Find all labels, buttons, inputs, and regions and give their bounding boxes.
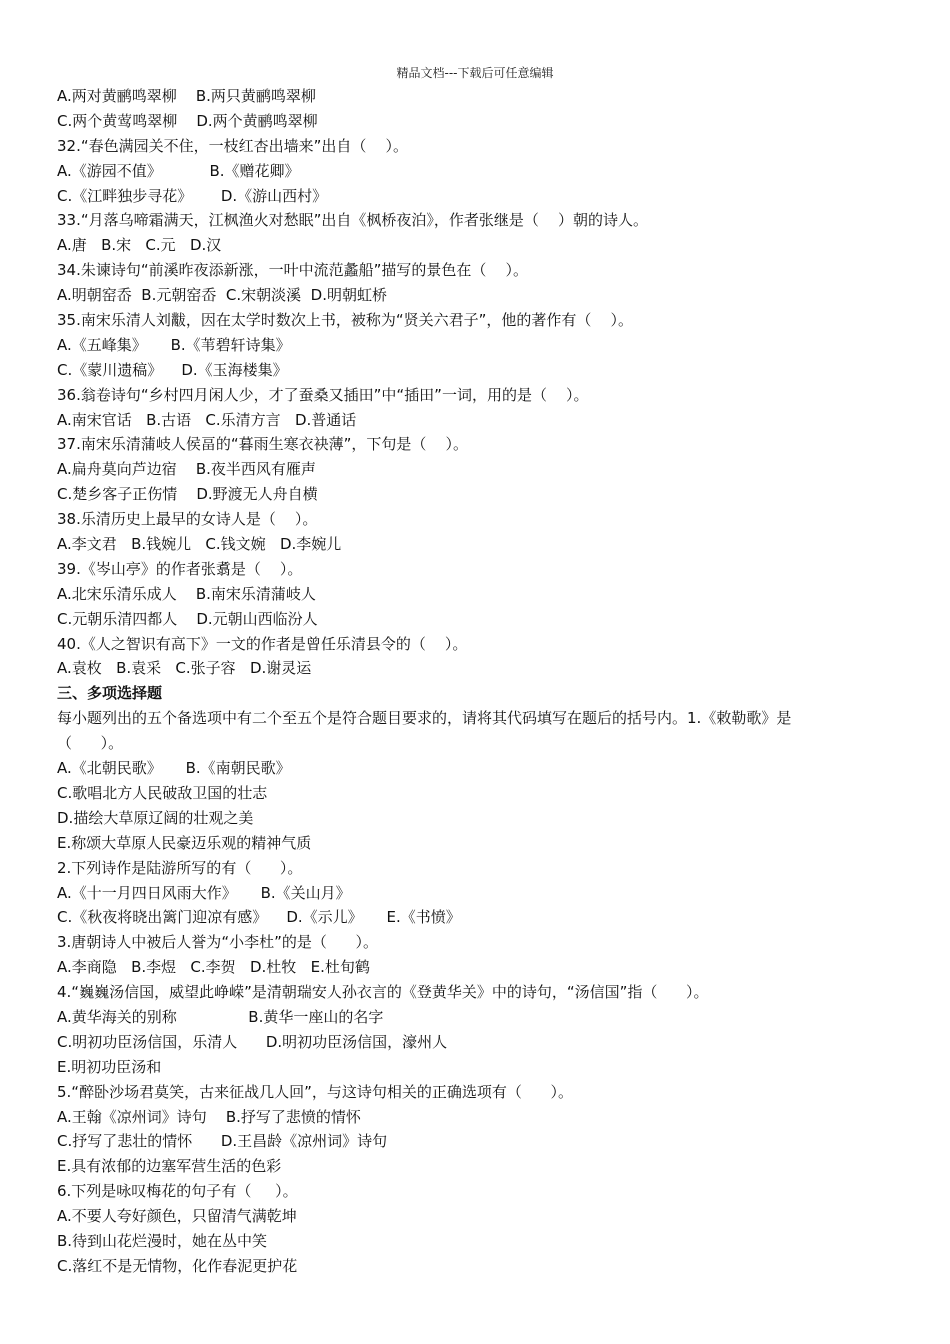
text-line: A.唐 B.宋 C.元 D.汉	[57, 236, 222, 255]
text-line: 5.“醉卧沙场君莫笑，古来征战几人回”，与这诗句相关的正确选项有（ ）。	[57, 1082, 573, 1101]
text-line: 38.乐清历史上最早的女诗人是（ ）。	[57, 510, 318, 529]
text-line: 39.《岑山亭》的作者张翥是（ ）。	[57, 559, 303, 578]
text-line: 32.“春色满园关不住，一枝红杏出墙来”出自（ ）。	[57, 136, 408, 155]
text-line: A.李商隐 B.李煜 C.李贺 D.杜牧 E.杜旬鹤	[57, 958, 370, 977]
text-line: A.北宋乐清乐成人 B.南宋乐清蒲岐人	[57, 584, 316, 603]
text-line: A.《十一月四日风雨大作》 B.《关山月》	[57, 883, 351, 902]
text-line: C.两个黄莺鸣翠柳 D.两个黄鹂鸣翠柳	[57, 111, 318, 130]
text-line: 34.朱谏诗句“前溪昨夜添新涨，一叶中流范蠡船”描写的景色在（ ）。	[57, 261, 528, 280]
text-line: C.楚乡客子正伤情 D.野渡无人舟自横	[57, 485, 318, 504]
text-line: 每小题列出的五个备选项中有二个至五个是符合题目要求的，请将其代码填写在题后的括号内。1.《敕勒歌》是	[57, 709, 792, 728]
text-line: E.称颂大草原人民豪迈乐观的精神气质	[57, 833, 312, 852]
text-line: A.明朝窑岙 B.元朝窑岙 C.宋朝淡溪 D.明朝虹桥	[57, 286, 387, 305]
text-line: A.李文君 B.钱婉儿 C.钱文婉 D.李婉儿	[57, 535, 342, 554]
text-line: 2.下列诗作是陆游所写的有（ ）。	[57, 858, 303, 877]
text-line: C.《江畔独步寻花》 D.《游山西村》	[57, 186, 328, 205]
document-body	[57, 84, 902, 1279]
text-line: C.元朝乐清四都人 D.元朝山西临汾人	[57, 609, 318, 628]
text-line: 37.南宋乐清蒲岐人侯畐的“暮雨生寒衣袂薄”，下句是（ ）。	[57, 435, 468, 454]
text-line: D.描绘大草原辽阔的壮观之美	[57, 808, 254, 827]
text-line: 3.唐朝诗人中被后人誉为“小李杜”的是（ ）。	[57, 933, 378, 952]
text-line: 4.“巍巍汤信国，威望此峥嵘”是清朝瑞安人孙衣言的《登黄华关》中的诗句，“汤信国”指（ ）。	[57, 983, 709, 1002]
text-line: A.扁舟莫向芦边宿 B.夜半西风有雁声	[57, 460, 316, 479]
text-line: C.明初功臣汤信国，乐清人 D.明初功臣汤信国，濠州人	[57, 1032, 448, 1051]
text-line: A.黄华海关的别称 B.黄华一座山的名字	[57, 1007, 384, 1026]
text-line: 40.《人之智识有高下》一文的作者是曾任乐清县令的（ ）。	[57, 634, 468, 653]
text-line: A.两对黄鹂鸣翠柳 B.两只黄鹂鸣翠柳	[57, 87, 316, 105]
text-line: C.《蒙川遗稿》 D.《玉海楼集》	[57, 360, 288, 379]
text-line: 33.“月落乌啼霜满天，江枫渔火对愁眠”出自《枫桥夜泊》，作者张继是（ ）朝的诗人。	[57, 211, 648, 230]
text-line: B.待到山花烂漫时，她在丛中笑	[57, 1231, 268, 1250]
text-line: C.歌唱北方人民破敌卫国的壮志	[57, 783, 268, 802]
text-line: A.南宋官话 B.古语 C.乐清方言 D.普通话	[57, 410, 357, 429]
text-line: A.《游园不值》 B.《赠花卿》	[57, 161, 300, 180]
text-line: 36.翁卷诗句“乡村四月闲人少，才了蚕桑又插田”中“插田”一词，用的是（ ）。	[57, 385, 589, 404]
text-line: C.落红不是无情物，化作春泥更护花	[57, 1256, 298, 1275]
text-line: A.《北朝民歌》 B.《南朝民歌》	[57, 759, 291, 778]
section-heading: 三、多项选择题	[57, 684, 163, 703]
text-line: E.明初功臣汤和	[57, 1057, 162, 1076]
text-line: 35.南宋乐清人刘黻，因在太学时数次上书，被称为“贤关六君子”，他的著作有（ ）。	[57, 311, 633, 330]
text-line: 6.下列是咏叹梅花的句子有（ ）。	[57, 1182, 298, 1201]
text-line: A.王翰《凉州词》诗句 B.抒写了悲愤的情怀	[57, 1107, 361, 1126]
text-line: C.《秋夜将晓出篱门迎凉有感》 D.《示儿》 E.《书愤》	[57, 908, 461, 927]
text-line: A.袁枚 B.袁采 C.张子容 D.谢灵运	[57, 659, 312, 678]
text-line: A.《五峰集》 B.《苇碧轩诗集》	[57, 335, 291, 354]
text-line: （ ）。	[57, 734, 124, 753]
text-line: E.具有浓郁的边塞军营生活的色彩	[57, 1157, 282, 1176]
text-line: C.抒写了悲壮的情怀 D.王昌龄《凉州词》诗句	[57, 1132, 388, 1151]
text-line: A.不要人夸好颜色，只留清气满乾坤	[57, 1207, 297, 1226]
page-header: 精品文档---下载后可任意编辑	[396, 66, 554, 80]
